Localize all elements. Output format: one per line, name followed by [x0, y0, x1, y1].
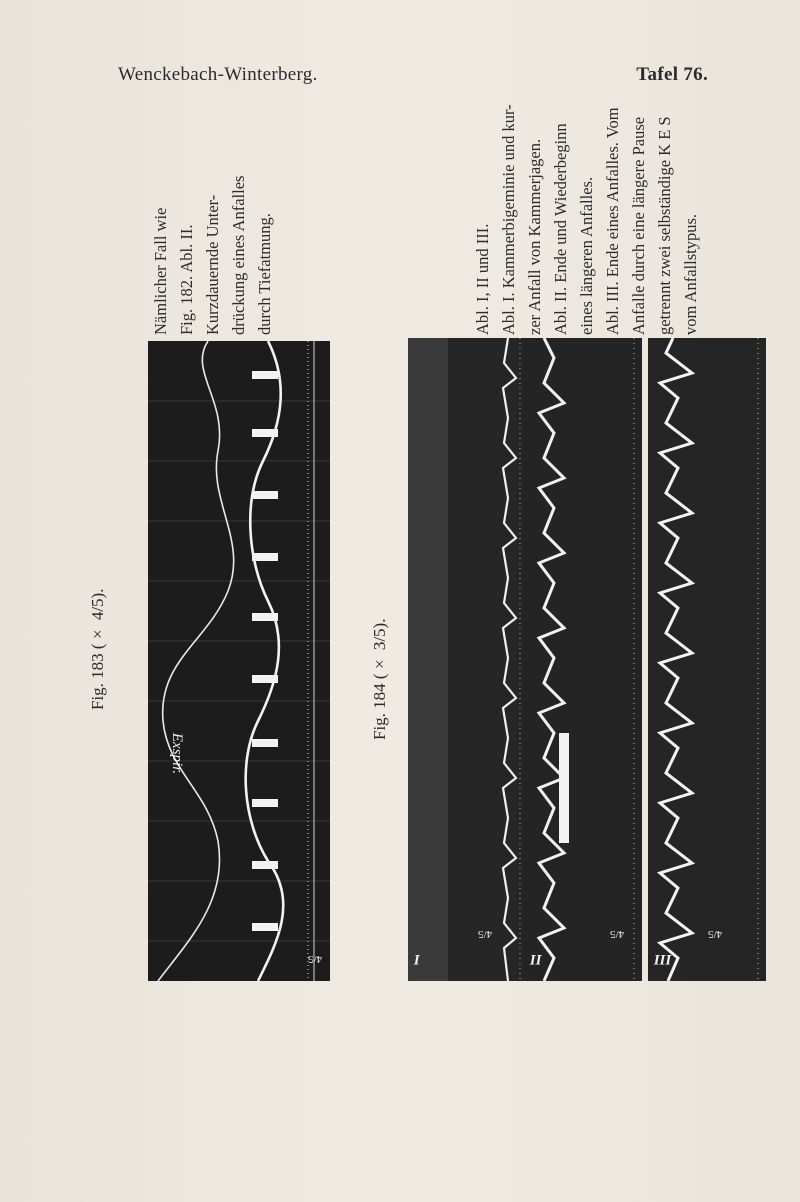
figure-184-strip-lead-III: [648, 338, 766, 981]
figure-184-strip-lead-I: [408, 338, 526, 981]
lead-II-scale: 4/5: [610, 928, 625, 940]
figure-184-strip-lead-II: [524, 338, 642, 981]
lead-III-scale: 4/5: [708, 928, 723, 940]
exspiration-annotation: Exspir.: [169, 732, 186, 775]
lead-I-scale: 4/5: [478, 928, 493, 940]
figure-184-label: Fig. 184 (× 3/5).: [370, 618, 389, 740]
lead-II-ecg-trace: [524, 338, 642, 981]
lead-II-tag: II: [530, 951, 542, 967]
lead-I-tag: I: [414, 951, 420, 967]
figure-183-caption: Nämlicher Fall wie Fig. 182. Abl. II. Kurzdauernde Unter- drückung eines Anfalles durch Tiefatmung.: [151, 175, 274, 335]
header-plate-number: Tafel 76.: [636, 64, 708, 85]
lead-III-ecg-trace: [648, 338, 766, 981]
lead-III-tag: III: [654, 951, 672, 967]
lead-I-ecg-trace: [408, 338, 526, 981]
figure-183-label: Fig. 183 (× 4/5).: [88, 588, 107, 710]
figure-183-ecg-strip: [148, 341, 330, 981]
header-authors: Wenckebach-Winterberg.: [118, 64, 318, 85]
figure-183-ecg-trace: [148, 341, 330, 981]
figure-183-scale-mark: 4/5: [308, 953, 323, 965]
figure-184-caption: Abl. I, II und III. Abl. I. Kammerbigeminie und kur- zer Anfall von Kammerjagen. Abl. II. Ende und Wiederbeginn eines längeren Anfalles. Abl. III. Ende eines Anfalles. Vom Anfalle durch eine längere Pause getrennt zwei selbständige K E S vom Anfallstypus.: [473, 104, 700, 335]
